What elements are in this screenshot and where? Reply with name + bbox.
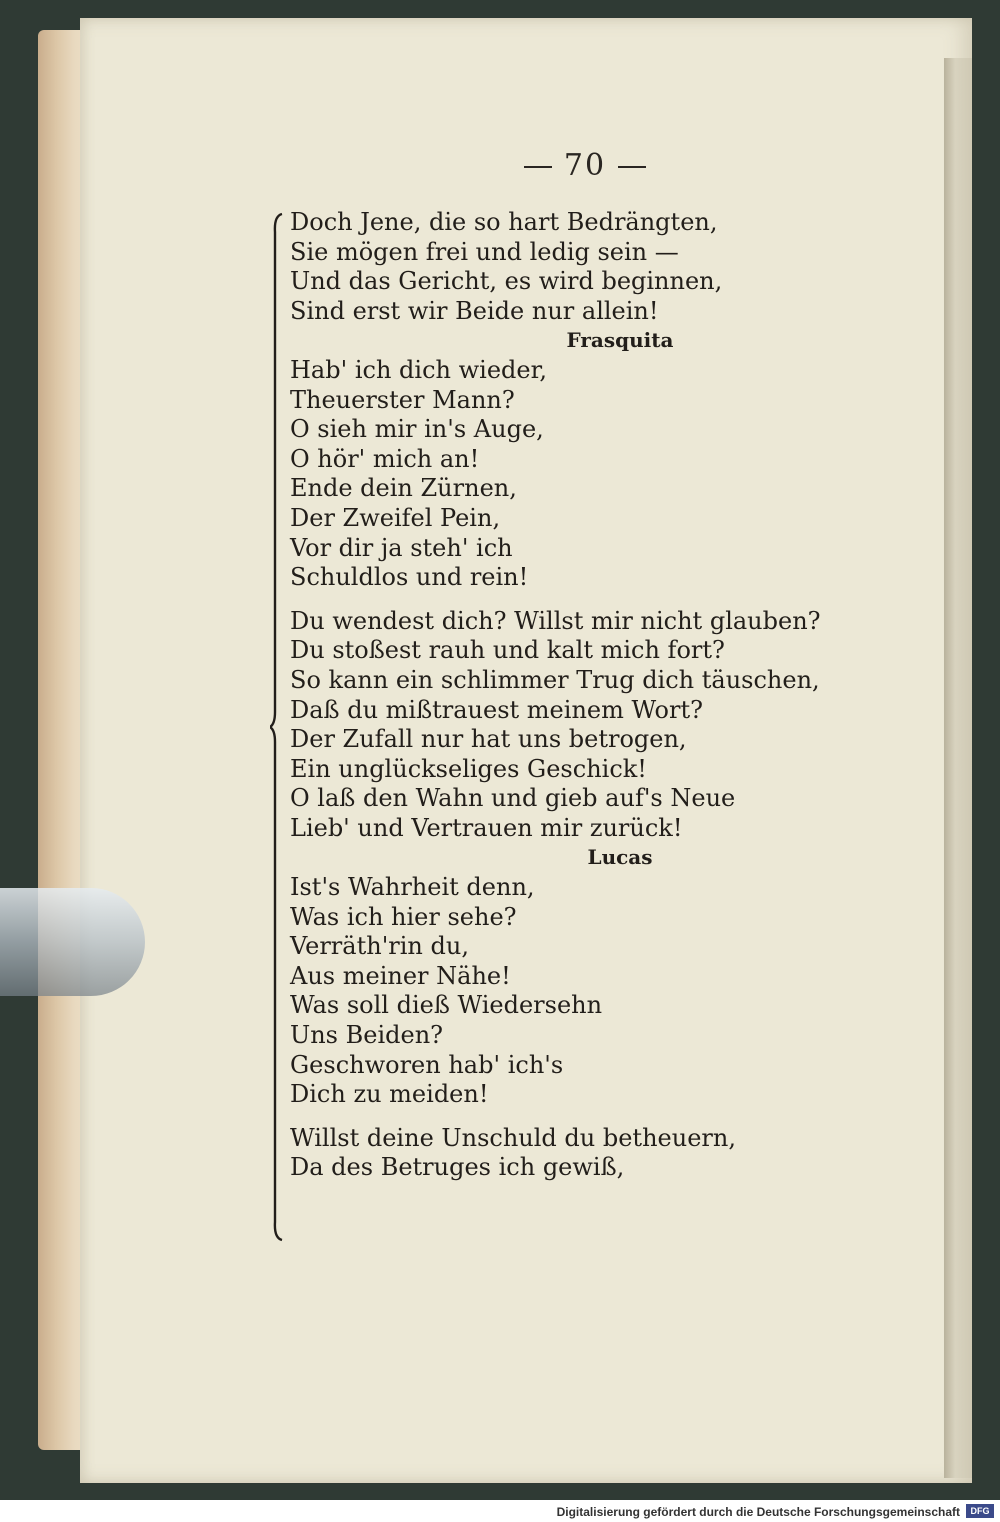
page-number-value: 70: [563, 148, 607, 183]
verse-line: Willst deine Unschuld du betheuern,: [290, 1123, 736, 1152]
stanza-gap: [290, 593, 850, 607]
verse-line: Und das Gericht, es wird beginnen,: [290, 267, 723, 296]
verse-line: Sie mögen frei und ledig sein —: [290, 237, 679, 266]
facing-page-edge: [944, 58, 972, 1478]
stanza-gap: [290, 1110, 850, 1124]
verse-line: Der Zweifel Pein,: [290, 503, 501, 532]
verse-line: Daß du mißtrauest meinem Wort?: [290, 695, 703, 724]
footer-credit: Digitalisierung gefördert durch die Deutsche Forschungsgemeinschaft: [556, 1505, 960, 1519]
verse-line: Was ich hier sehe?: [290, 902, 517, 931]
verse-line: Der Zufall nur hat uns betrogen,: [290, 725, 687, 754]
verse-line: O sieh mir in's Auge,: [290, 415, 544, 444]
verse-line: Aus meiner Nähe!: [290, 961, 511, 990]
curly-brace: [270, 212, 284, 1242]
verse-line: Ende dein Zürnen,: [290, 474, 517, 503]
speaker-name: Frasquita: [566, 328, 674, 353]
verse-line: Verräth'rin du,: [290, 932, 469, 961]
page-number-dash-right: [618, 166, 646, 168]
verse-line: Sind erst wir Beide nur allein!: [290, 296, 659, 325]
speaker-name: Lucas: [587, 845, 653, 870]
page-number: [505, 148, 665, 183]
scanner-clamp: [0, 888, 145, 996]
verse-line: Ist's Wahrheit denn,: [290, 873, 535, 902]
verse-line: Uns Beiden?: [290, 1021, 444, 1050]
verse-line: Geschworen hab' ich's: [290, 1050, 564, 1079]
verse-line: Lieb' und Vertrauen mir zurück!: [290, 813, 683, 842]
verse-line: Du stoßest rauh und kalt mich fort?: [290, 636, 725, 665]
verse-line: Ein unglückseliges Geschick!: [290, 754, 647, 783]
verse-text-block: [290, 208, 850, 1183]
verse-line: Hab' ich dich wieder,: [290, 355, 548, 384]
verse-line: Vor dir ja steh' ich: [290, 533, 513, 562]
verse-line: Du wendest dich? Willst mir nicht glauben?: [290, 606, 821, 635]
verse-line: Da des Betruges ich gewiß,: [290, 1153, 625, 1182]
verse-line: Schuldlos und rein!: [290, 563, 529, 592]
verse-line: Theuerster Mann?: [290, 385, 515, 414]
page-number-dash-left: [524, 166, 552, 168]
verse-line: Dich zu meiden!: [290, 1080, 489, 1109]
footer-strip: [0, 1500, 1000, 1522]
verse-line: O laß den Wahn und gieb auf's Neue: [290, 784, 736, 813]
dfg-logo: DFG: [966, 1504, 994, 1518]
verse-line: Was soll dieß Wiedersehn: [290, 991, 603, 1020]
verse-line: Doch Jene, die so hart Bedrängten,: [290, 208, 718, 236]
verse-line: O hör' mich an!: [290, 444, 480, 473]
verse-line: So kann ein schlimmer Trug dich täuschen,: [290, 665, 820, 694]
